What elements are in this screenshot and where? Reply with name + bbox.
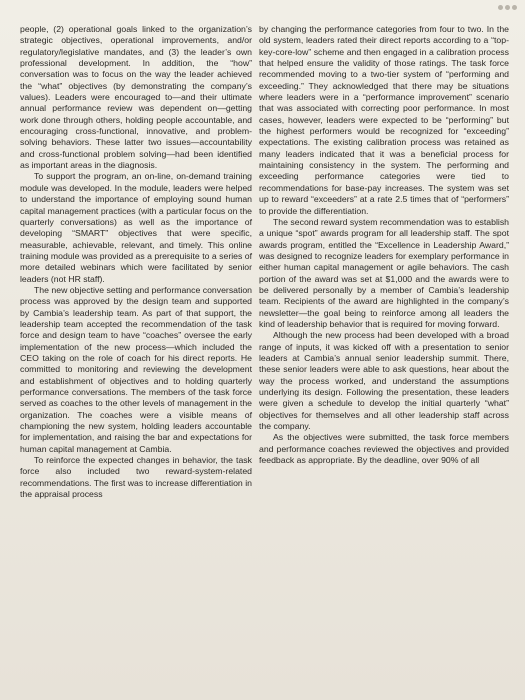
paragraph: Although the new process had been developed with a broad range of inputs, it was kicked off with a presentation to senior leaders at Cambia’s annual senior leadership summit. There, these senior leaders were able to ask questions, hear about the way the process worked, and understand the assumptions underlying its design. Following the presentation, these leaders were given a schedule to develop the initial quarterly “what” objectives for themselves and all other leadership staff across the company. [259, 330, 509, 432]
paragraph: by changing the performance categories from four to two. In the old system, leaders rated their direct reports according to a “top-key-core-low” scheme and then engaged in a calibration process that helped ensure the validity of those ratings. The task force recommended moving to a two-tier system of “performing and exceeding.” They acknowledged that there may be situations where leaders were in a “performance improvement” scenario that was associated with correcting poor performance. In most cases, however, leaders were expected to be “performing” but the highest performers would be recognized for “exceeding” expectations. The existing calibration process was retained as many leaders indicated that it was a beneficial process for maintaining consistency in the system. The performing and exceeding performance categories were tied to recommendations for base-pay increases. The system was set up to reward “exceeders” at a rate 2.5 times that of “performers” to provide the differentiation. [259, 24, 509, 216]
paragraph: As the objectives were submitted, the task force members and performance coaches reviewed the objectives and provided feedback as appropriate. By the deadline, over 90% of all [259, 432, 509, 466]
right-text-column [259, 24, 509, 466]
corner-dot [512, 5, 517, 10]
paragraph: To support the program, an on-line, on-demand training module was developed. In the module, leaders were helped to understand the importance of employing sound human capital management practices (with a particular focus on the quarterly conversations) as well as the importance of developing “SMART” objectives that were specific, measurable, achievable, relevant, and timely. This online training module was provided as a prerequisite to a series of more detailed webinars which were facilitated by senior leaders (not HR staff). [20, 171, 252, 284]
left-text-column [20, 24, 252, 500]
corner-dot [498, 5, 503, 10]
corner-dot [505, 5, 510, 10]
page-corner-mark [498, 5, 517, 10]
paragraph: The second reward system recommendation was to establish a unique “spot” awards program for all leadership staff. The spot awards program, entitled the “Excellence in Leadership Award,” was designed to recognize leaders for exemplary performance in either human capital management or agile behaviors. The cash portion of the award was set at $1,000 and the awards were to be delivered personally by a member of Cambia’s leadership team. Recipients of the award are highlighted in the company’s newsletter—the goal being to reinforce among all leaders the kind of leadership behavior that is required for moving forward. [259, 216, 509, 329]
paragraph: The new objective setting and performance conversation process was approved by the design team and supported by Cambia’s leadership team. As part of that support, the leadership team accepted the recommendation of the task force and design team to have “coaches” oversee the early implementation of the new process—which included the CEO taking on the role of coach for his direct reports. He committed to monitoring and reviewing the development and establishment of objectives and to holding quarterly performance conversations. The members of the task force served as coaches to the other levels of management in the organization. The coaches were a visible means of championing the new system, holding leaders accountable for implementation, and raising the bar and expectations for human capital management at Cambia. [20, 284, 252, 454]
paragraph: people, (2) operational goals linked to the organization’s strategic objectives, operational improvements, and/or regulatory/legislative mandates, and (3) the leader’s own professional development. In addition, the “how” conversation was to focus on the way the leader achieved the “what” objectives (by demonstrating the company’s values). Leaders were encouraged to—and their ultimate annual performance review was dependent on—getting work done through others, holding people accountable, and encouraging cross-functional, innovative, and problem-solving behaviors. These latter two issues—accountability and cross-functional problem solving—had been identified as important areas in the diagnosis. [20, 24, 252, 171]
paragraph: To reinforce the expected changes in behavior, the task force also included two reward-system-related recommendations. The first was to increase differentiation in the appraisal process [20, 455, 252, 500]
